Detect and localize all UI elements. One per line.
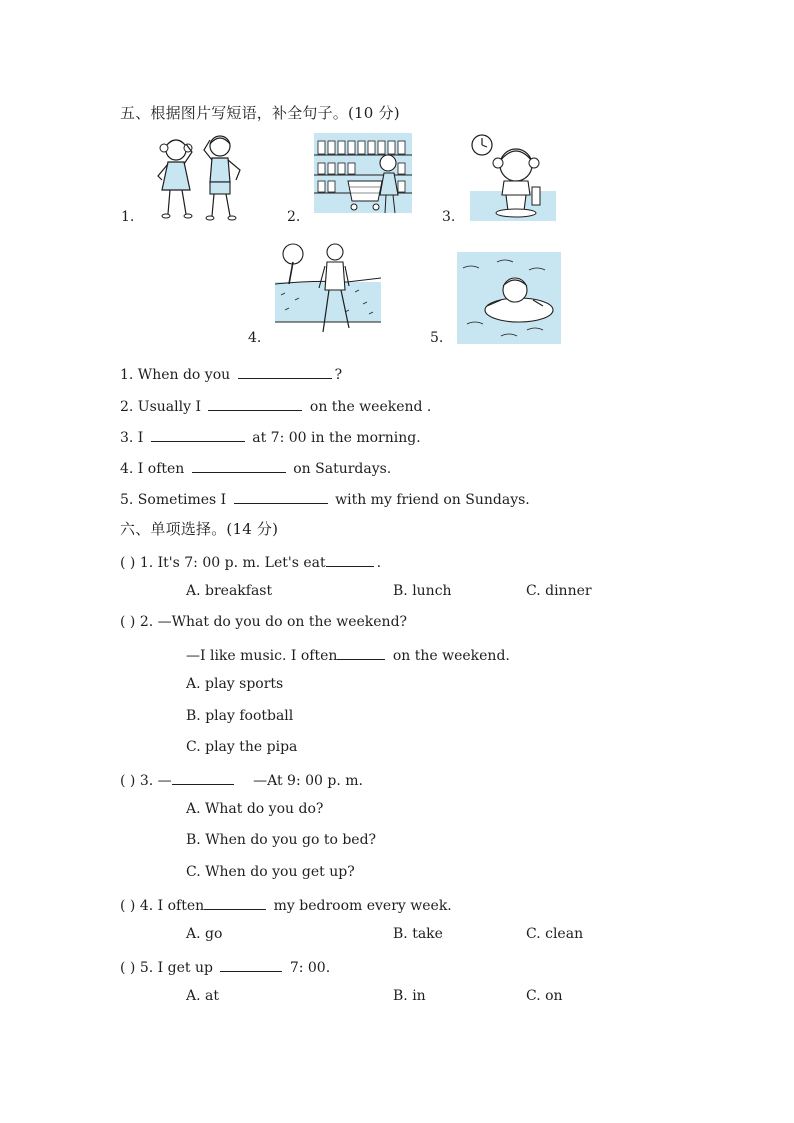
sentence-4-end: on Saturdays. <box>293 461 392 477</box>
question-5-end: 7: 00. <box>289 960 331 976</box>
q4-option-b[interactable]: B. take <box>393 926 443 942</box>
answer-blank-1[interactable] <box>238 364 332 379</box>
question-2-blank <box>337 645 385 660</box>
picture-number-5: 5. <box>430 330 444 346</box>
answer-paren-2[interactable]: ( ) <box>120 614 136 630</box>
section-6-title: 六、单项选择。(14 分) <box>120 520 279 538</box>
picture-breakfast-clock <box>470 133 558 223</box>
answer-paren-3[interactable]: ( ) <box>120 773 136 789</box>
question-3-end: —At 9: 00 p. m. <box>253 773 363 789</box>
q2-option-a[interactable]: A. play sports <box>186 676 284 692</box>
sentence-5-end: with my friend on Sundays. <box>335 492 530 508</box>
sentence-1 <box>120 364 342 383</box>
sentence-3 <box>120 427 421 446</box>
q2-option-c[interactable]: C. play the pipa <box>186 739 298 755</box>
q2-option-b[interactable]: B. play football <box>186 708 294 724</box>
question-1-stem: 1. It's 7: 00 p. m. Let's eat <box>139 555 326 571</box>
question-4-stem: 4. I often <box>139 898 205 914</box>
question-2 <box>120 614 407 630</box>
picture-kids-exercising <box>150 130 255 225</box>
question-4-end: my bedroom every week. <box>273 898 452 914</box>
picture-walking-riverside <box>275 240 381 340</box>
question-2-line-2 <box>186 645 510 664</box>
q1-option-b[interactable]: B. lunch <box>393 583 452 599</box>
question-3-blank <box>172 770 234 785</box>
q4-option-a[interactable]: A. go <box>186 926 223 942</box>
picture-number-1: 1. <box>121 209 135 225</box>
q4-option-c[interactable]: C. clean <box>526 926 584 942</box>
sentence-5-text: 5. Sometimes I <box>120 492 227 508</box>
question-3 <box>120 770 363 789</box>
picture-number-4: 4. <box>248 330 262 346</box>
answer-blank-2[interactable] <box>208 396 302 411</box>
q3-option-c[interactable]: C. When do you get up? <box>186 864 355 880</box>
question-4 <box>120 895 452 914</box>
q1-option-c[interactable]: C. dinner <box>526 583 592 599</box>
sentence-2 <box>120 396 431 415</box>
q3-option-b[interactable]: B. When do you go to bed? <box>186 832 377 848</box>
q5-option-b[interactable]: B. in <box>393 988 426 1004</box>
question-2-stem: 2. —What do you do on the weekend? <box>139 614 408 630</box>
question-1 <box>120 552 381 571</box>
q1-option-a[interactable]: A. breakfast <box>186 583 273 599</box>
question-3-stem: 3. — <box>139 773 172 789</box>
sentence-4 <box>120 458 391 477</box>
answer-blank-3[interactable] <box>151 427 245 442</box>
question-1-end: . <box>376 555 382 571</box>
q3-option-a[interactable]: A. What do you do? <box>186 801 324 817</box>
sentence-1-text: 1. When do you <box>120 367 231 383</box>
answer-paren-5[interactable]: ( ) <box>120 960 136 976</box>
question-1-blank <box>326 552 374 567</box>
picture-supermarket-shopping <box>314 133 412 217</box>
picture-number-3: 3. <box>442 209 456 225</box>
answer-blank-4[interactable] <box>192 458 286 473</box>
picture-swimming <box>457 252 561 344</box>
q5-option-c[interactable]: C. on <box>526 988 563 1004</box>
sentence-3-end: at 7: 00 in the morning. <box>252 430 421 446</box>
answer-paren-1[interactable]: ( ) <box>120 555 136 571</box>
question-5-stem: 5. I get up <box>139 960 213 976</box>
sentence-5 <box>120 489 530 508</box>
sentence-3-text: 3. I <box>120 430 144 446</box>
answer-paren-4[interactable]: ( ) <box>120 898 136 914</box>
sentence-1-end: ? <box>334 367 343 383</box>
question-2-line-2-text: —I like music. I often <box>186 648 338 664</box>
q5-option-a[interactable]: A. at <box>186 988 219 1004</box>
question-5 <box>120 957 330 976</box>
picture-number-2: 2. <box>287 209 301 225</box>
section-5-title: 五、根据图片写短语，补全句子。(10 分) <box>120 104 400 122</box>
question-2-line-2-end: on the weekend. <box>392 648 510 664</box>
question-4-blank <box>204 895 266 910</box>
sentence-2-end: on the weekend . <box>309 399 432 415</box>
sentence-2-text: 2. Usually I <box>120 399 201 415</box>
answer-blank-5[interactable] <box>234 489 328 504</box>
question-5-blank <box>220 957 282 972</box>
sentence-4-text: 4. I often <box>120 461 185 477</box>
